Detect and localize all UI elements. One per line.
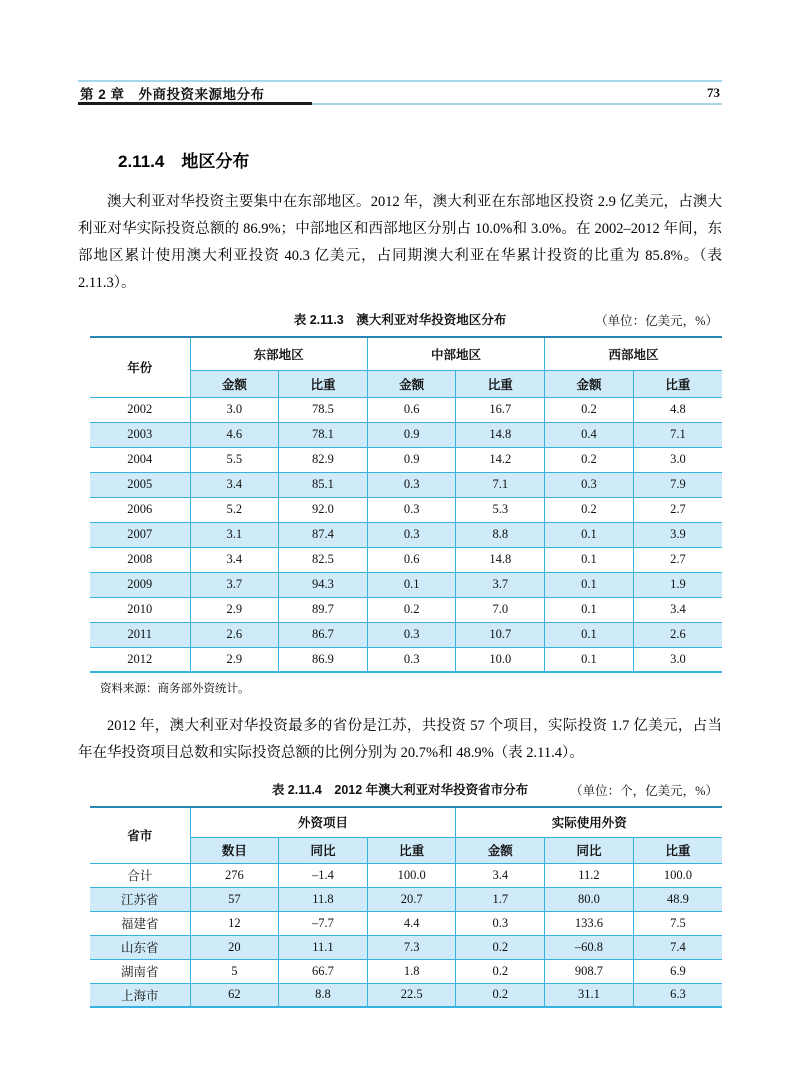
row-header-cell: 2011 bbox=[90, 622, 190, 647]
data-cell: 0.2 bbox=[545, 497, 634, 522]
data-cell: 0.2 bbox=[456, 983, 545, 1007]
data-cell: 85.1 bbox=[279, 472, 368, 497]
data-cell: 2.6 bbox=[190, 622, 279, 647]
sub-header-share: 比重 bbox=[367, 837, 456, 863]
data-cell: 22.5 bbox=[367, 983, 456, 1007]
data-cell: 0.2 bbox=[456, 935, 545, 959]
data-cell: 0.3 bbox=[367, 497, 456, 522]
data-cell: 92.0 bbox=[279, 497, 368, 522]
data-cell: 10.7 bbox=[456, 622, 545, 647]
table-row bbox=[90, 911, 722, 935]
data-cell: 0.3 bbox=[367, 622, 456, 647]
table-region-distribution bbox=[90, 336, 722, 673]
sub-header-amount: 金额 bbox=[190, 370, 279, 397]
data-cell: 8.8 bbox=[456, 522, 545, 547]
data-cell: 5.2 bbox=[190, 497, 279, 522]
data-cell: 0.3 bbox=[367, 472, 456, 497]
data-cell: 3.0 bbox=[190, 397, 279, 422]
running-header bbox=[78, 80, 722, 105]
sub-header-amount: 金额 bbox=[367, 370, 456, 397]
table1-body bbox=[90, 397, 722, 672]
table-row bbox=[90, 959, 722, 983]
data-cell: 0.1 bbox=[545, 597, 634, 622]
header-rule bbox=[78, 103, 722, 105]
data-cell: 7.1 bbox=[633, 422, 722, 447]
data-cell: 48.9 bbox=[633, 887, 722, 911]
sub-header-amount: 金额 bbox=[456, 837, 545, 863]
table1-source: 资料来源：商务部外资统计。 bbox=[100, 683, 250, 695]
data-cell: 7.5 bbox=[633, 911, 722, 935]
paragraph-2: 2012 年，澳大利亚对华投资最多的省份是江苏，共投资 57 个项目，实际投资 1.7 亿美元，占当年在华投资项目总数和实际投资总额的比例分别为 20.7%和 48.9%（表 2.11.4）。 bbox=[78, 718, 722, 761]
data-cell: 62 bbox=[190, 983, 279, 1007]
row-header-cell: 2006 bbox=[90, 497, 190, 522]
data-cell: 3.0 bbox=[633, 447, 722, 472]
data-cell: 0.9 bbox=[367, 447, 456, 472]
data-cell: 0.3 bbox=[545, 472, 634, 497]
table-row bbox=[90, 572, 722, 597]
data-cell: 3.4 bbox=[190, 472, 279, 497]
table-row bbox=[90, 622, 722, 647]
table1-caption: 表 2.11.3 澳大利亚对华投资地区分布 bbox=[293, 313, 507, 327]
group-header-central: 中部地区 bbox=[367, 337, 544, 370]
table-row bbox=[90, 447, 722, 472]
row-header-cell: 2003 bbox=[90, 422, 190, 447]
row-header-cell: 2012 bbox=[90, 647, 190, 672]
data-cell: 6.3 bbox=[633, 983, 722, 1007]
table-province-distribution bbox=[90, 806, 722, 1008]
data-cell: 5 bbox=[190, 959, 279, 983]
data-cell: 5.5 bbox=[190, 447, 279, 472]
sub-header-amount: 金额 bbox=[545, 370, 634, 397]
data-cell: 66.7 bbox=[279, 959, 368, 983]
group-header-west: 西部地区 bbox=[545, 337, 722, 370]
data-cell: 7.4 bbox=[633, 935, 722, 959]
data-cell: 3.4 bbox=[190, 547, 279, 572]
table-row bbox=[90, 472, 722, 497]
table-row bbox=[90, 863, 722, 887]
sub-header-share: 比重 bbox=[456, 370, 545, 397]
data-cell: 0.1 bbox=[545, 647, 634, 672]
sub-header-share: 比重 bbox=[633, 837, 722, 863]
data-cell: 86.7 bbox=[279, 622, 368, 647]
data-cell: 3.7 bbox=[190, 572, 279, 597]
data-cell: 100.0 bbox=[633, 863, 722, 887]
row-header-cell: 福建省 bbox=[90, 911, 190, 935]
table-row bbox=[90, 597, 722, 622]
row-header-cell: 合计 bbox=[90, 863, 190, 887]
data-cell: 0.1 bbox=[545, 622, 634, 647]
row-header-cell: 2004 bbox=[90, 447, 190, 472]
data-cell: 78.5 bbox=[279, 397, 368, 422]
row-header-cell: 山东省 bbox=[90, 935, 190, 959]
row-header-cell: 2002 bbox=[90, 397, 190, 422]
data-cell: 14.8 bbox=[456, 547, 545, 572]
data-cell: 0.3 bbox=[367, 522, 456, 547]
table2-body bbox=[90, 863, 722, 1007]
row-header-cell: 2008 bbox=[90, 547, 190, 572]
table-row bbox=[90, 422, 722, 447]
data-cell: 3.4 bbox=[633, 597, 722, 622]
data-cell: 0.1 bbox=[367, 572, 456, 597]
data-cell: 0.3 bbox=[367, 647, 456, 672]
sub-header-yoy: 同比 bbox=[545, 837, 634, 863]
data-cell: 2.7 bbox=[633, 547, 722, 572]
data-cell: 3.9 bbox=[633, 522, 722, 547]
data-cell: 4.4 bbox=[367, 911, 456, 935]
data-cell: 20.7 bbox=[367, 887, 456, 911]
data-cell: 2.9 bbox=[190, 647, 279, 672]
chapter-title: 第 2 章 外商投资来源地分布 bbox=[80, 86, 265, 102]
row-header-cell: 2005 bbox=[90, 472, 190, 497]
data-cell: 0.1 bbox=[545, 522, 634, 547]
table2-caption-row bbox=[78, 780, 722, 798]
data-cell: 133.6 bbox=[545, 911, 634, 935]
title-underline bbox=[78, 102, 312, 105]
data-cell: 2.7 bbox=[633, 497, 722, 522]
data-cell: 0.2 bbox=[545, 447, 634, 472]
group-header-projects: 外资项目 bbox=[190, 807, 456, 837]
row-header-cell: 湖南省 bbox=[90, 959, 190, 983]
data-cell: 4.8 bbox=[633, 397, 722, 422]
sub-header-count: 数目 bbox=[190, 837, 279, 863]
page-content bbox=[78, 80, 722, 1008]
data-cell: 4.6 bbox=[190, 422, 279, 447]
data-cell: 0.4 bbox=[545, 422, 634, 447]
table2-caption: 表 2.11.4 2012 年澳大利亚对华投资省市分布 bbox=[271, 783, 529, 797]
data-cell: 20 bbox=[190, 935, 279, 959]
data-cell: 1.7 bbox=[456, 887, 545, 911]
data-cell: 14.2 bbox=[456, 447, 545, 472]
paragraph-1: 澳大利亚对华投资主要集中在东部地区。2012 年，澳大利亚在东部地区投资 2.9 亿美元，占澳大利亚对华实际投资总额的 86.9%；中部地区和西部地区分别占 10.0%和 3.0%。在 2002–2012 年间，东部地区累计使用澳大利亚投资 40.3 亿美元，占同期澳大利亚在华累计投资的比重为 85.8%。（表 2.11.3）。 bbox=[78, 194, 722, 291]
data-cell: 11.2 bbox=[545, 863, 634, 887]
data-cell: 78.1 bbox=[279, 422, 368, 447]
sub-header-yoy: 同比 bbox=[279, 837, 368, 863]
data-cell: 3.0 bbox=[633, 647, 722, 672]
data-cell: 276 bbox=[190, 863, 279, 887]
table-row bbox=[90, 983, 722, 1007]
data-cell: 57 bbox=[190, 887, 279, 911]
data-cell: 908.7 bbox=[545, 959, 634, 983]
data-cell: 0.9 bbox=[367, 422, 456, 447]
section-title: 2.11.4 地区分布 bbox=[118, 152, 250, 171]
table2-unit: （单位：个，亿美元，%） bbox=[570, 784, 718, 798]
data-cell: –1.4 bbox=[279, 863, 368, 887]
table1-header bbox=[90, 337, 722, 397]
data-cell: 12 bbox=[190, 911, 279, 935]
data-cell: 3.7 bbox=[456, 572, 545, 597]
data-cell: 7.0 bbox=[456, 597, 545, 622]
data-cell: 1.9 bbox=[633, 572, 722, 597]
table-row bbox=[90, 522, 722, 547]
data-cell: 1.8 bbox=[367, 959, 456, 983]
data-cell: 89.7 bbox=[279, 597, 368, 622]
data-cell: 0.1 bbox=[545, 547, 634, 572]
data-cell: 0.6 bbox=[367, 397, 456, 422]
data-cell: 80.0 bbox=[545, 887, 634, 911]
table-row bbox=[90, 887, 722, 911]
table2-header bbox=[90, 807, 722, 863]
row-header-cell: 上海市 bbox=[90, 983, 190, 1007]
group-header-row bbox=[90, 337, 722, 370]
data-cell: 14.8 bbox=[456, 422, 545, 447]
data-cell: 82.5 bbox=[279, 547, 368, 572]
data-cell: 11.1 bbox=[279, 935, 368, 959]
data-cell: 10.0 bbox=[456, 647, 545, 672]
row-header-cell: 2007 bbox=[90, 522, 190, 547]
data-cell: 3.1 bbox=[190, 522, 279, 547]
table1-unit: （单位：亿美元，%） bbox=[595, 314, 718, 328]
row-header-cell: 江苏省 bbox=[90, 887, 190, 911]
data-cell: 7.1 bbox=[456, 472, 545, 497]
table-row bbox=[90, 547, 722, 572]
table-row bbox=[90, 647, 722, 672]
row-header-cell: 2010 bbox=[90, 597, 190, 622]
data-cell: 8.8 bbox=[279, 983, 368, 1007]
table1-caption-row bbox=[78, 310, 722, 328]
data-cell: 0.1 bbox=[545, 572, 634, 597]
sub-header-share: 比重 bbox=[279, 370, 368, 397]
row-header-cell: 2009 bbox=[90, 572, 190, 597]
data-cell: 0.6 bbox=[367, 547, 456, 572]
data-cell: 100.0 bbox=[367, 863, 456, 887]
group-header-row bbox=[90, 807, 722, 837]
group-header-utilized: 实际使用外资 bbox=[456, 807, 722, 837]
data-cell: 5.3 bbox=[456, 497, 545, 522]
data-cell: 3.4 bbox=[456, 863, 545, 887]
data-cell: 7.3 bbox=[367, 935, 456, 959]
data-cell: 86.9 bbox=[279, 647, 368, 672]
sub-header-share: 比重 bbox=[633, 370, 722, 397]
table-row bbox=[90, 397, 722, 422]
data-cell: 2.6 bbox=[633, 622, 722, 647]
data-cell: –7.7 bbox=[279, 911, 368, 935]
data-cell: 82.9 bbox=[279, 447, 368, 472]
column-header-province: 省市 bbox=[90, 807, 190, 863]
data-cell: 6.9 bbox=[633, 959, 722, 983]
column-header-year: 年份 bbox=[90, 337, 190, 397]
data-cell: 94.3 bbox=[279, 572, 368, 597]
data-cell: 11.8 bbox=[279, 887, 368, 911]
data-cell: 0.2 bbox=[367, 597, 456, 622]
data-cell: 87.4 bbox=[279, 522, 368, 547]
data-cell: 16.7 bbox=[456, 397, 545, 422]
data-cell: 2.9 bbox=[190, 597, 279, 622]
data-cell: 7.9 bbox=[633, 472, 722, 497]
group-header-east: 东部地区 bbox=[190, 337, 367, 370]
table-row bbox=[90, 935, 722, 959]
data-cell: 31.1 bbox=[545, 983, 634, 1007]
data-cell: –60.8 bbox=[545, 935, 634, 959]
page-number: 73 bbox=[707, 84, 720, 100]
header-row bbox=[78, 82, 722, 103]
data-cell: 0.3 bbox=[456, 911, 545, 935]
data-cell: 0.2 bbox=[545, 397, 634, 422]
data-cell: 0.2 bbox=[456, 959, 545, 983]
table-row bbox=[90, 497, 722, 522]
